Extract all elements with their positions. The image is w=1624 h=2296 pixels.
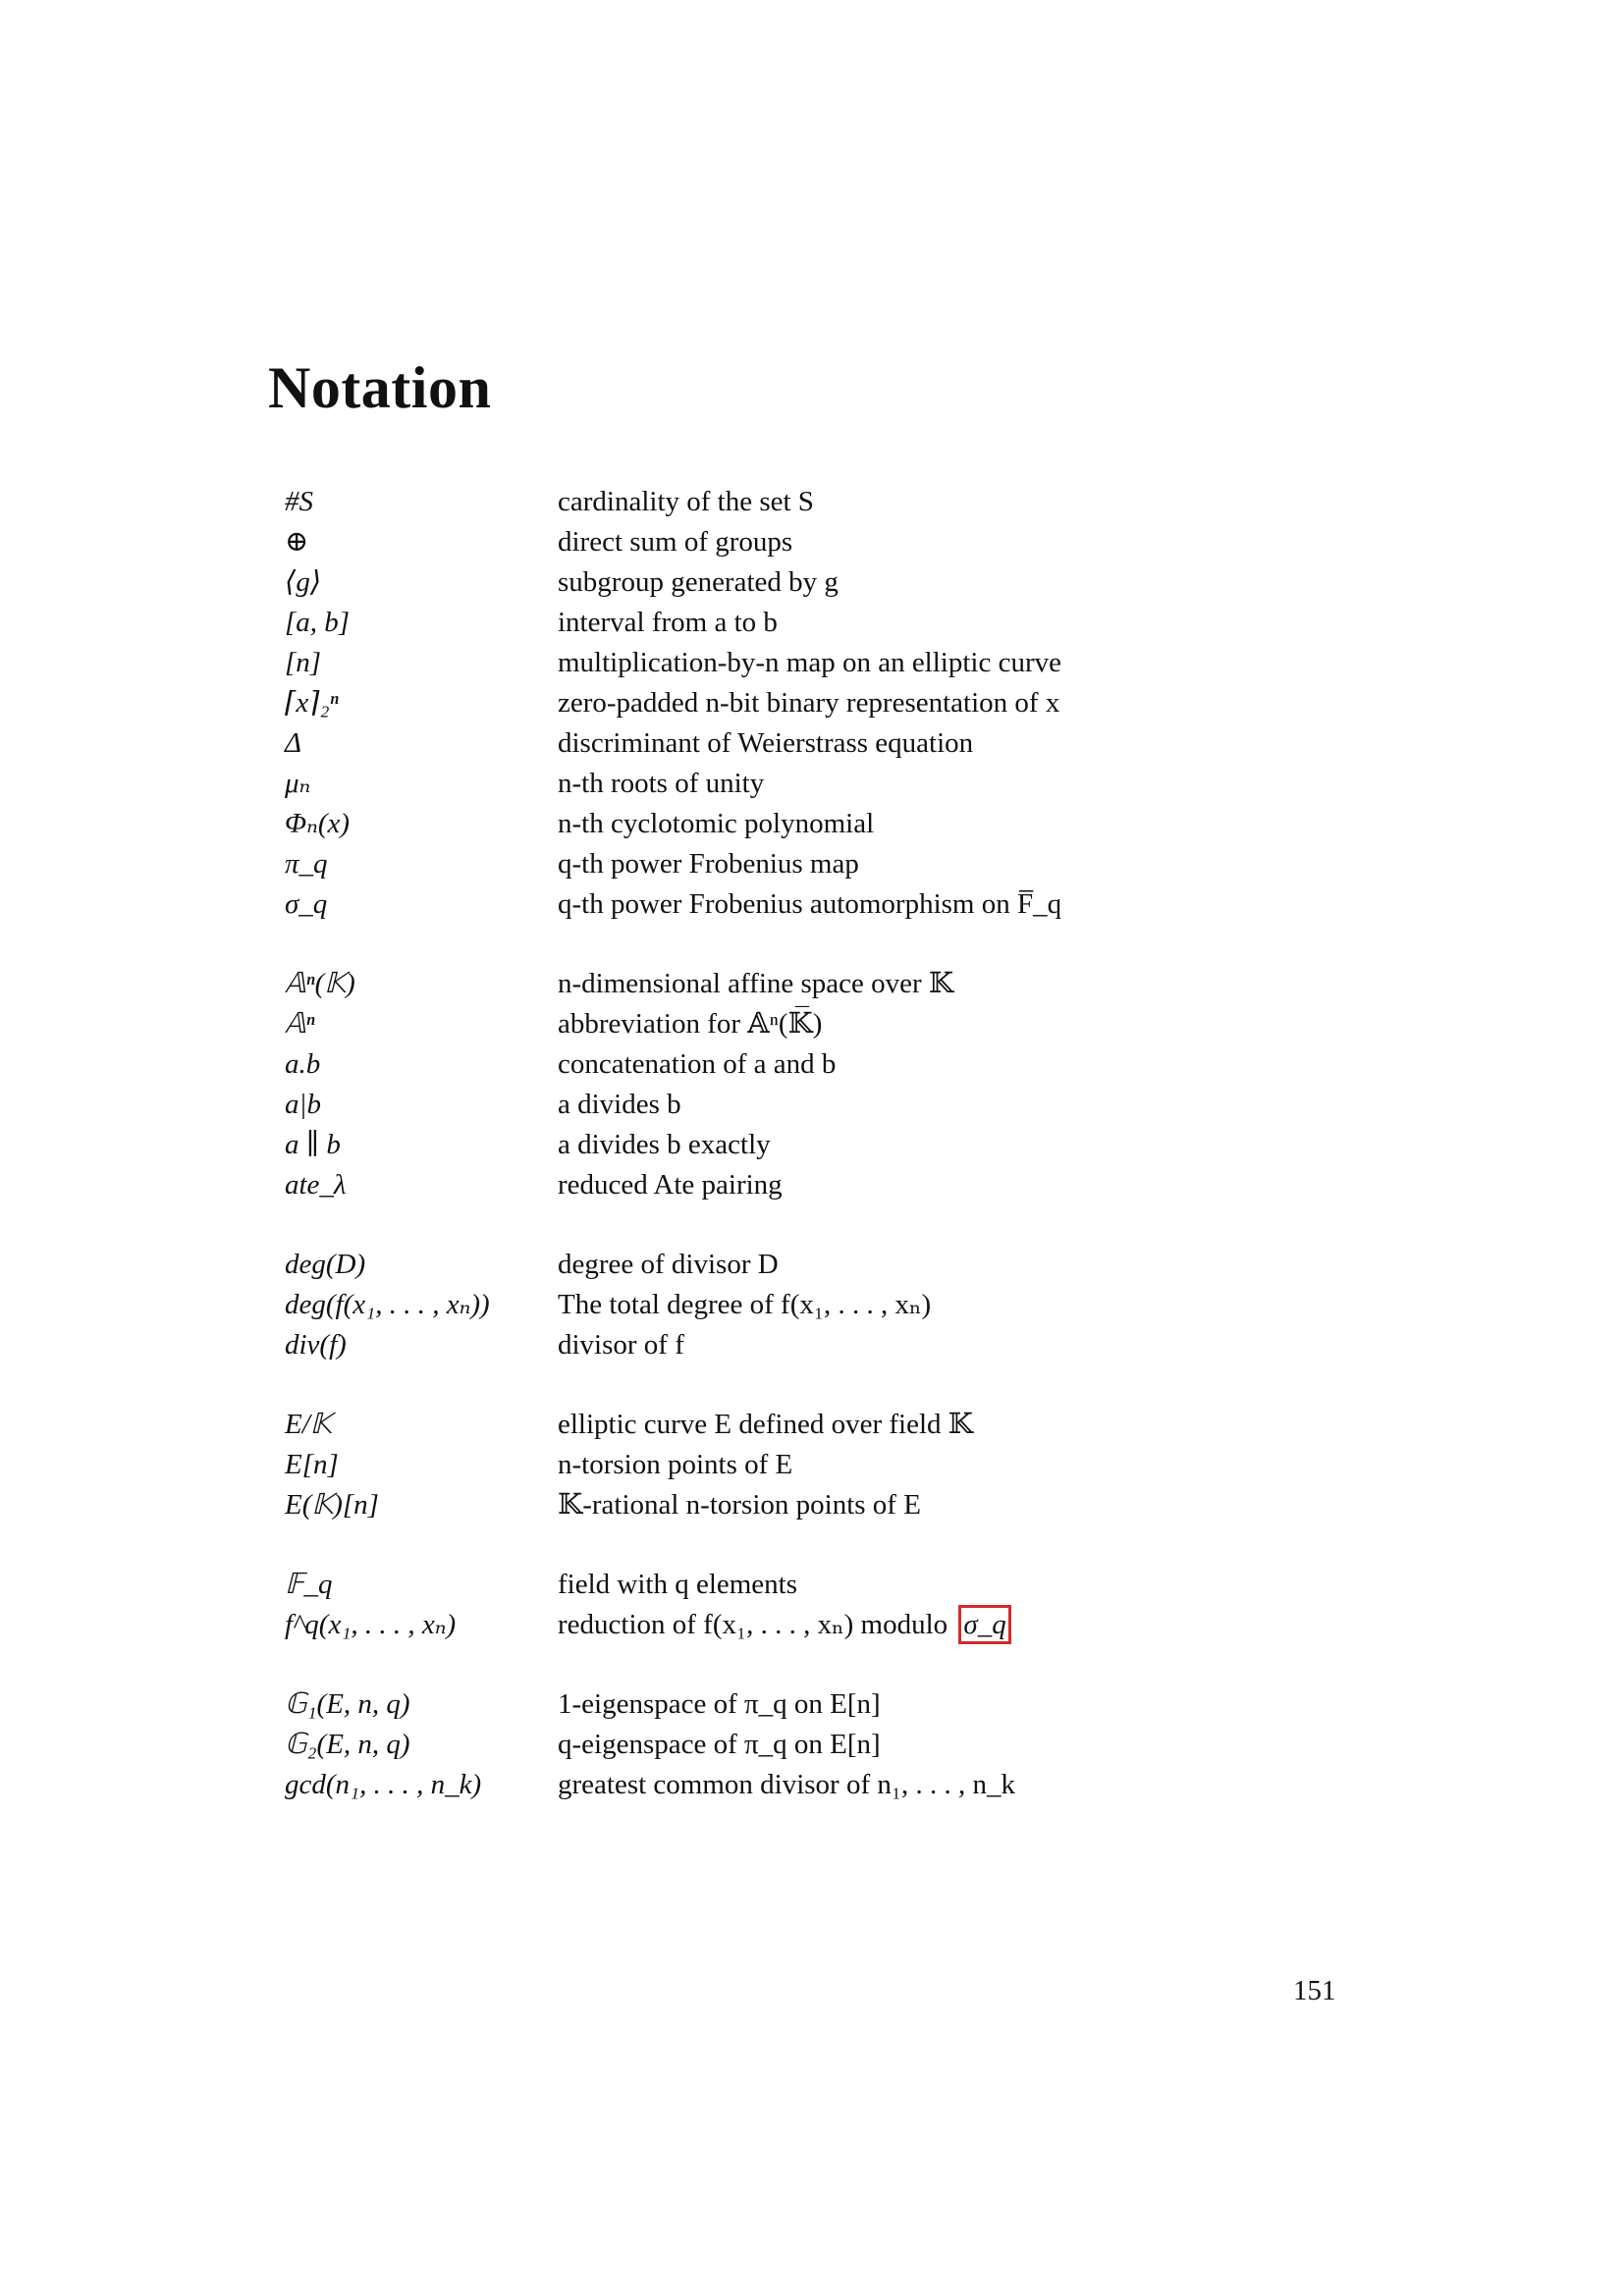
- notation-row: [285, 1004, 1365, 1044]
- notation-symbol: deg(f(x₁, . . . , xₙ)): [285, 1289, 490, 1320]
- notation-group-a: [285, 964, 1365, 1205]
- notation-row: [285, 723, 1365, 764]
- notation-group-d: [285, 1245, 1365, 1365]
- notation-group-g: [285, 1684, 1365, 1805]
- highlighted-symbol[interactable]: σ_q: [958, 1605, 1010, 1644]
- notation-symbol: a|b: [285, 1089, 321, 1120]
- notation-row: [285, 1125, 1365, 1165]
- notation-description: 𝕂-rational n-torsion points of E: [558, 1489, 921, 1521]
- notation-description: q-eigenspace of π_q on E[n]: [558, 1729, 881, 1760]
- page-number: 151: [1293, 1975, 1336, 2006]
- notation-description: n-torsion points of E: [558, 1449, 793, 1480]
- notation-group-e: [285, 1405, 1365, 1525]
- notation-row: [285, 764, 1365, 804]
- notation-row: [285, 1165, 1365, 1205]
- notation-description: 1-eigenspace of π_q on E[n]: [558, 1688, 881, 1720]
- notation-description: a divides b: [558, 1089, 681, 1120]
- notation-description: a divides b exactly: [558, 1129, 771, 1160]
- notation-description: reduced Ate pairing: [558, 1169, 783, 1201]
- notation-symbol: σ_q: [285, 888, 328, 920]
- notation-symbol: E[n]: [285, 1449, 339, 1480]
- notation-row: [285, 1405, 1365, 1445]
- notation-symbol: a.b: [285, 1048, 321, 1080]
- notation-group-f: [285, 1565, 1365, 1645]
- notation-row: [285, 964, 1365, 1004]
- notation-description: direct sum of groups: [558, 526, 793, 558]
- notation-symbol: ⟨g⟩: [285, 566, 322, 598]
- notation-description: field with q elements: [558, 1569, 798, 1600]
- notation-symbol: 𝔾₂(E, n, q): [285, 1729, 410, 1760]
- notation-row: [285, 1445, 1365, 1485]
- notation-description: [558, 1605, 1365, 1645]
- notation-row: [285, 1245, 1365, 1285]
- notation-symbol: f^q(x₁, . . . , xₙ): [285, 1609, 457, 1640]
- notation-description: n-dimensional affine space over 𝕂: [558, 968, 954, 999]
- notation-symbol: Φₙ(x): [285, 808, 351, 839]
- notation-symbol: 𝔸ⁿ: [285, 1008, 315, 1040]
- notation-description: zero-padded n-bit binary representation of x: [558, 687, 1060, 719]
- notation-description: The total degree of f(x₁, . . . , xₙ): [558, 1289, 932, 1320]
- notation-row: [285, 804, 1365, 844]
- notation-symbol: #S: [285, 486, 313, 517]
- notation-description: discriminant of Weierstrass equation: [558, 727, 974, 759]
- notation-row: [285, 482, 1365, 522]
- notation-row: [285, 1285, 1365, 1325]
- notation-row: [285, 643, 1365, 683]
- notation-row: [285, 1044, 1365, 1085]
- notation-symbol: Δ: [285, 727, 302, 759]
- notation-description: greatest common divisor of n₁, . . . , n_k: [558, 1769, 1015, 1800]
- notation-description: interval from a to b: [558, 607, 778, 638]
- notation-symbol: [n]: [285, 647, 322, 678]
- notation-description: elliptic curve E defined over field 𝕂: [558, 1409, 973, 1440]
- notation-row: [285, 562, 1365, 603]
- notation-description: multiplication-by-n map on an elliptic curve: [558, 647, 1061, 678]
- notation-symbol: 𝔽_q: [285, 1569, 333, 1600]
- notation-description: n-th cyclotomic polynomial: [558, 808, 875, 839]
- notation-symbol: ⌈x⌉₂ⁿ: [285, 687, 339, 719]
- notation-description: n-th roots of unity: [558, 768, 765, 799]
- notation-row: [285, 1565, 1365, 1605]
- notation-description: cardinality of the set S: [558, 486, 814, 517]
- notation-symbol: a ∥ b: [285, 1129, 341, 1160]
- page-title: Notation: [268, 355, 492, 420]
- notation-row: [285, 603, 1365, 643]
- notation-row: [285, 1725, 1365, 1765]
- notation-symbol: deg(D): [285, 1249, 366, 1280]
- notation-list: [285, 482, 1365, 1844]
- notation-symbol: [a, b]: [285, 607, 351, 638]
- notation-symbol: 𝔾₁(E, n, q): [285, 1688, 410, 1720]
- notation-symbol: π_q: [285, 848, 328, 880]
- notation-description: concatenation of a and b: [558, 1048, 837, 1080]
- notation-row: [285, 522, 1365, 562]
- notation-description: divisor of f: [558, 1329, 684, 1361]
- notation-symbol: E(𝕂)[n]: [285, 1489, 379, 1521]
- notation-row: [285, 884, 1365, 925]
- notation-symbol: div(f): [285, 1329, 347, 1361]
- notation-description: q-th power Frobenius automorphism on F̅_q: [558, 888, 1062, 920]
- notation-symbol: ate_λ: [285, 1169, 347, 1201]
- notation-row: [285, 1085, 1365, 1125]
- notation-description-text: reduction of f(x₁, . . . , xₙ) modulo: [558, 1609, 948, 1640]
- notation-row: [285, 1765, 1365, 1805]
- notation-row: [285, 683, 1365, 723]
- notation-symbol: gcd(n₁, . . . , n_k): [285, 1769, 482, 1800]
- notation-symbol: μₙ: [285, 768, 311, 799]
- notation-row: [285, 1485, 1365, 1525]
- notation-symbol: E/𝕂: [285, 1409, 332, 1440]
- notation-description: subgroup generated by g: [558, 566, 839, 598]
- notation-description: q-th power Frobenius map: [558, 848, 859, 880]
- notation-symbol: 𝔸ⁿ(𝕂): [285, 968, 355, 999]
- notation-row: [285, 1325, 1365, 1365]
- notation-row: [285, 1684, 1365, 1725]
- notation-description: abbreviation for 𝔸ⁿ(𝕂̅): [558, 1008, 823, 1040]
- notation-symbol: ⊕: [285, 526, 309, 558]
- notation-description: degree of divisor D: [558, 1249, 779, 1280]
- notation-row: [285, 1605, 1365, 1645]
- notation-group-symbols: [285, 482, 1365, 925]
- notation-row: [285, 844, 1365, 884]
